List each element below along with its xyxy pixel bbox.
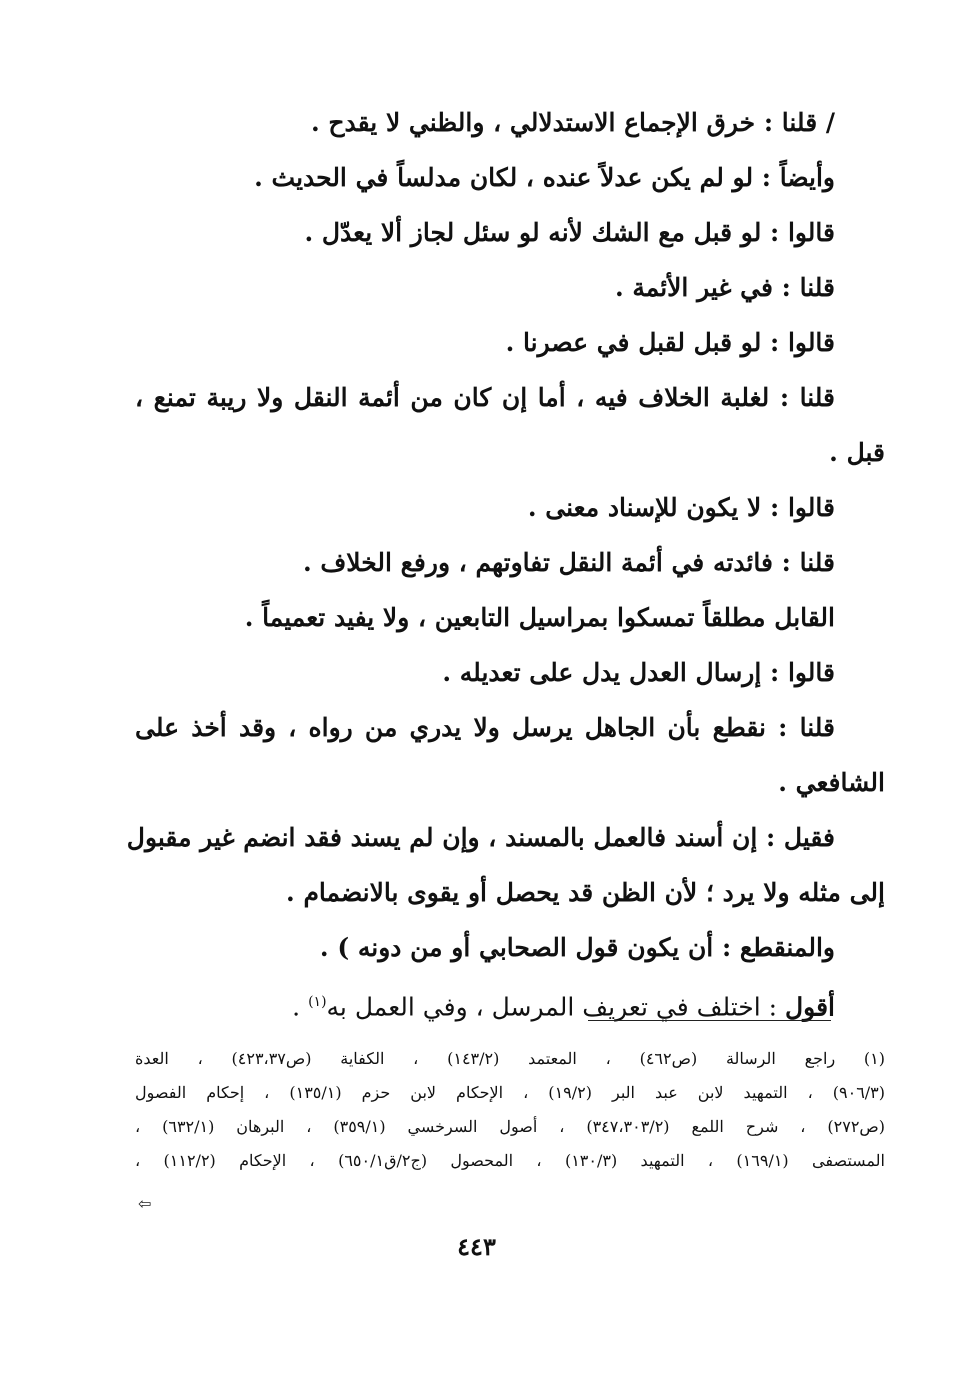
- aqulu-text: : اختلف في تعريف المرسل ، وفي العمل به: [326, 992, 786, 1022]
- footnote-line: المستصفى (١٦٩/١) ، التمهيد (١٣٠/٣) ، المحصول (ج٢/ق٦٥٠/١) ، الإحكام (١١٢/٢) ،: [135, 1151, 885, 1170]
- text-line: قلنا : لغلبة الخلاف فيه ، أما إن كان من أئمة النقل ولا ريبة تمنع ،: [135, 383, 835, 412]
- text-line: قالوا : لو قبل لقبل في عصرنا .: [505, 328, 835, 357]
- main-text: [126, 95, 885, 1030]
- text-line: القابل مطلقاً تمسكوا بمراسيل التابعين ، ولا يفيد تعميماً .: [244, 603, 835, 632]
- text-line: الشافعي .: [778, 768, 885, 797]
- text-line: قلنا : في غير الأئمة .: [614, 273, 835, 302]
- footnote-line: (ص٢٧٢) ، شرح اللمع (٣٤٧،٣٠٣/٢) ، أصول السرخسي (٣٥٩/١) ، البرهان (٦٣٢/١) ،: [135, 1117, 885, 1136]
- text-line: قالوا : لو قبل مع الشك لأنه لو سئل لجاز ألا يعدّل .: [304, 218, 835, 247]
- text-line: فقيل : إن أسند فالعمل بالمسند ، وإن لم يسند فقد انضم غير مقبول: [126, 823, 835, 852]
- text-line: والمنقطع : أن يكون قول الصحابي أو من دونه ) .: [319, 933, 835, 962]
- footnote-line: (٩٠٦/٣) ، التمهيد لابن عبد البر (١٩/٢) ، الإحكام لابن حزم (١٣٥/١) ، إحكام الفصول: [135, 1083, 886, 1102]
- text-line: وأيضاً : لو لم يكن عدلاً عنده ، لكان مدلساً في الحديث .: [254, 163, 835, 192]
- text-line: إلى مثله ولا يرد ؛ لأن الظن قد يحصل أو يقوى بالانضمام .: [286, 878, 885, 907]
- text-line: قالوا : لا يكون للإسناد معنى .: [527, 493, 835, 522]
- text-line: قبل .: [829, 438, 885, 467]
- footnote-line: (١) راجع الرسالة (ص٤٦٢) ، المعتمد (١٤٣/٢) ، الكفاية (ص٤٢٣،٣٧) ، العدة: [135, 1049, 886, 1068]
- aqulu-label: أقول: [785, 992, 835, 1022]
- footnote-ref: (١): [308, 994, 327, 1010]
- text-line-last: [135, 975, 835, 1030]
- text-line: قلنا : فائدته في أئمة النقل تفاوتهم ، ورفع الخلاف .: [302, 548, 835, 577]
- footnote-separator: [588, 1020, 831, 1021]
- aqulu-end: .: [292, 992, 309, 1022]
- continuation-arrow-icon: ⇦: [138, 1194, 152, 1213]
- text-line: / قلنا : خرق الإجماع الاستدلالي ، والظني لا يقدح .: [310, 108, 835, 137]
- footnotes: [135, 1042, 885, 1178]
- text-line: قلنا : نقطع بأن الجاهل يرسل ولا يدري من رواه ، وقد أخذ على: [135, 713, 835, 742]
- text-line: قالوا : إرسال العدل يدل على تعديله .: [442, 658, 835, 687]
- page-number: ٤٤٣: [457, 1232, 496, 1261]
